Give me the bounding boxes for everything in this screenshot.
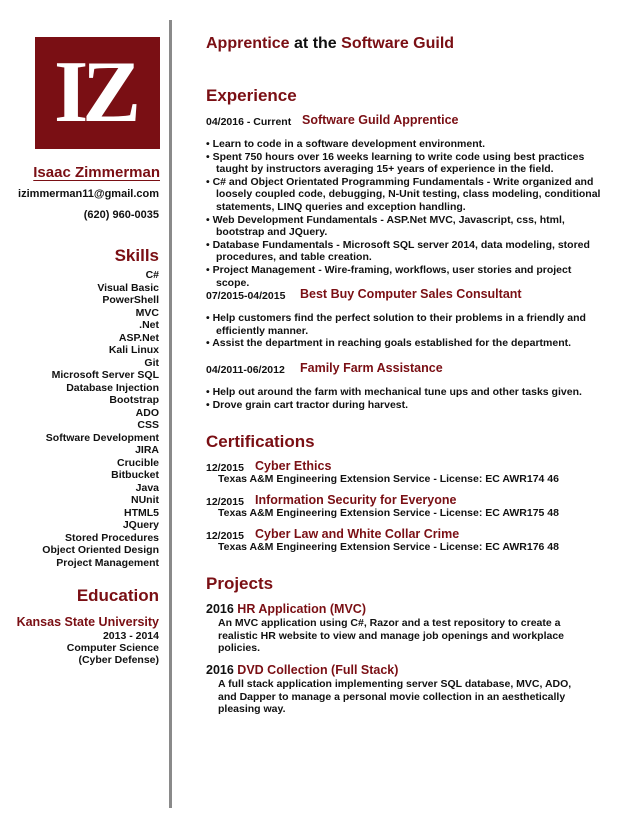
cert-title: Cyber Law and White Collar Crime: [255, 527, 460, 541]
education-school: Kansas State University: [16, 615, 159, 629]
cert-title: Cyber Ethics: [255, 459, 332, 473]
cert-detail: Texas A&M Engineering Extension Service - License: EC AWR175 48: [218, 507, 559, 519]
headline-connector: at the: [289, 35, 342, 52]
job-date: 04/2016 - Current: [206, 116, 292, 128]
bullet-item: • Web Development Fundamentals - ASP.Net MVC, Javascript, css, html, bootstrap and JQuery.: [206, 214, 601, 239]
skill-item: ASP.Net: [118, 331, 159, 344]
skill-item: Kali Linux: [108, 344, 159, 356]
projects-heading: Projects: [206, 574, 274, 593]
project-description: An MVC application using C#, Razor and a test repository to create a realistic HR website to view and manage job openings and workplace policies.: [218, 617, 565, 655]
monogram-logo: [35, 37, 160, 149]
skills-list: [42, 269, 159, 569]
candidate-name: Isaac Zimmerman: [33, 164, 160, 181]
experience-heading: Experience: [206, 86, 297, 105]
project-year: 2016: [206, 663, 234, 677]
project-title: HR Application (MVC): [237, 602, 366, 616]
bullet-item: • Assist the department in reaching goals established for the department.: [206, 337, 601, 350]
bullet-item: • Spent 750 hours over 16 weeks learning to write code using best practices taught by instructors averaging 15+ years of experience in the field.: [206, 151, 601, 176]
skill-item: Java: [135, 481, 159, 494]
skill-item: JIRA: [135, 444, 159, 456]
project-description: A full stack application implementing server SQL database, MVC, ADO, and Dapper to manage a personal movie collection in an aesthetically pleasing way.: [218, 678, 572, 716]
phone-number: (620) 960-0035: [83, 209, 159, 221]
bullet-item: • Drove grain cart tractor during harvest.: [206, 399, 601, 412]
education-major: Computer Science: [66, 642, 159, 654]
project-title: DVD Collection (Full Stack): [237, 663, 399, 677]
headline-org: Software Guild: [341, 35, 455, 52]
skill-item: Visual Basic: [97, 281, 159, 294]
cert-detail: Texas A&M Engineering Extension Service - License: EC AWR174 46: [218, 473, 559, 485]
headline: [206, 35, 454, 53]
cert-title: Information Security for Everyone: [255, 493, 457, 507]
education-years: 2013 - 2014: [102, 630, 159, 642]
job-bullets: [206, 386, 601, 411]
skill-item: CSS: [137, 419, 159, 431]
skill-item: C#: [145, 269, 159, 281]
job-bullets: [206, 138, 601, 289]
bullet-item: • Help customers find the perfect solution to their problems in a friendly and efficiently manner.: [206, 312, 601, 337]
project-year: 2016: [206, 602, 234, 616]
bullet-item: • Database Fundamentals - Microsoft SQL server 2014, data modeling, stored procedures, and table creation.: [206, 239, 601, 264]
cert-detail: Texas A&M Engineering Extension Service - License: EC AWR176 48: [218, 541, 559, 553]
skill-item: JQuery: [122, 519, 159, 531]
column-divider: [169, 20, 172, 808]
bullet-item: • Help out around the farm with mechanical tune ups and other tasks given.: [206, 386, 601, 399]
skill-item: Microsoft Server SQL: [51, 369, 159, 381]
monogram-text: IZ: [54, 44, 135, 141]
skill-item: .Net: [139, 319, 159, 331]
skill-item: ADO: [135, 406, 159, 419]
skill-item: NUnit: [131, 494, 159, 506]
cert-date: 12/2015: [206, 462, 244, 474]
email-address[interactable]: izimmerman11@gmail.com: [18, 188, 159, 200]
certifications-heading: Certifications: [206, 432, 315, 451]
job-title: Best Buy Computer Sales Consultant: [300, 287, 522, 301]
skill-item: Software Development: [45, 431, 159, 444]
job-bullets: [206, 312, 601, 350]
skill-item: Git: [144, 356, 159, 369]
skill-item: Stored Procedures: [65, 531, 159, 544]
skill-item: MVC: [135, 306, 159, 319]
skill-item: Bootstrap: [109, 394, 159, 406]
job-date: 07/2015-04/2015: [206, 290, 286, 302]
job-title: Software Guild Apprentice: [302, 113, 459, 127]
skill-item: Database Injection: [66, 381, 159, 394]
education-heading: Education: [76, 586, 159, 605]
skill-item: HTML5: [124, 506, 159, 519]
skill-item: Project Management: [56, 556, 159, 569]
bullet-item: • Learn to code in a software development environment.: [206, 138, 601, 151]
bullet-item: • C# and Object Orientated Programming Fundamentals - Write organized and loosely coupled code, debugging, N-Unit testing, class modeling, conditional statements, LINQ queries and exception handling.: [206, 176, 601, 214]
skill-item: PowerShell: [102, 294, 159, 306]
cert-date: 12/2015: [206, 496, 244, 508]
bullet-item: • Project Management - Wire-framing, workflows, user stories and project scope.: [206, 264, 601, 289]
project-heading: [206, 602, 366, 616]
cert-date: 12/2015: [206, 530, 244, 542]
job-date: 04/2011-06/2012: [206, 364, 285, 376]
skill-item: Crucible: [116, 456, 159, 469]
skill-item: Bitbucket: [111, 469, 159, 481]
project-heading: [206, 663, 398, 677]
headline-role: Apprentice: [206, 35, 290, 52]
education-focus: (Cyber Defense): [78, 654, 159, 666]
skills-heading: Skills: [114, 246, 159, 265]
skill-item: Object Oriented Design: [42, 544, 159, 556]
job-title: Family Farm Assistance: [300, 361, 443, 375]
